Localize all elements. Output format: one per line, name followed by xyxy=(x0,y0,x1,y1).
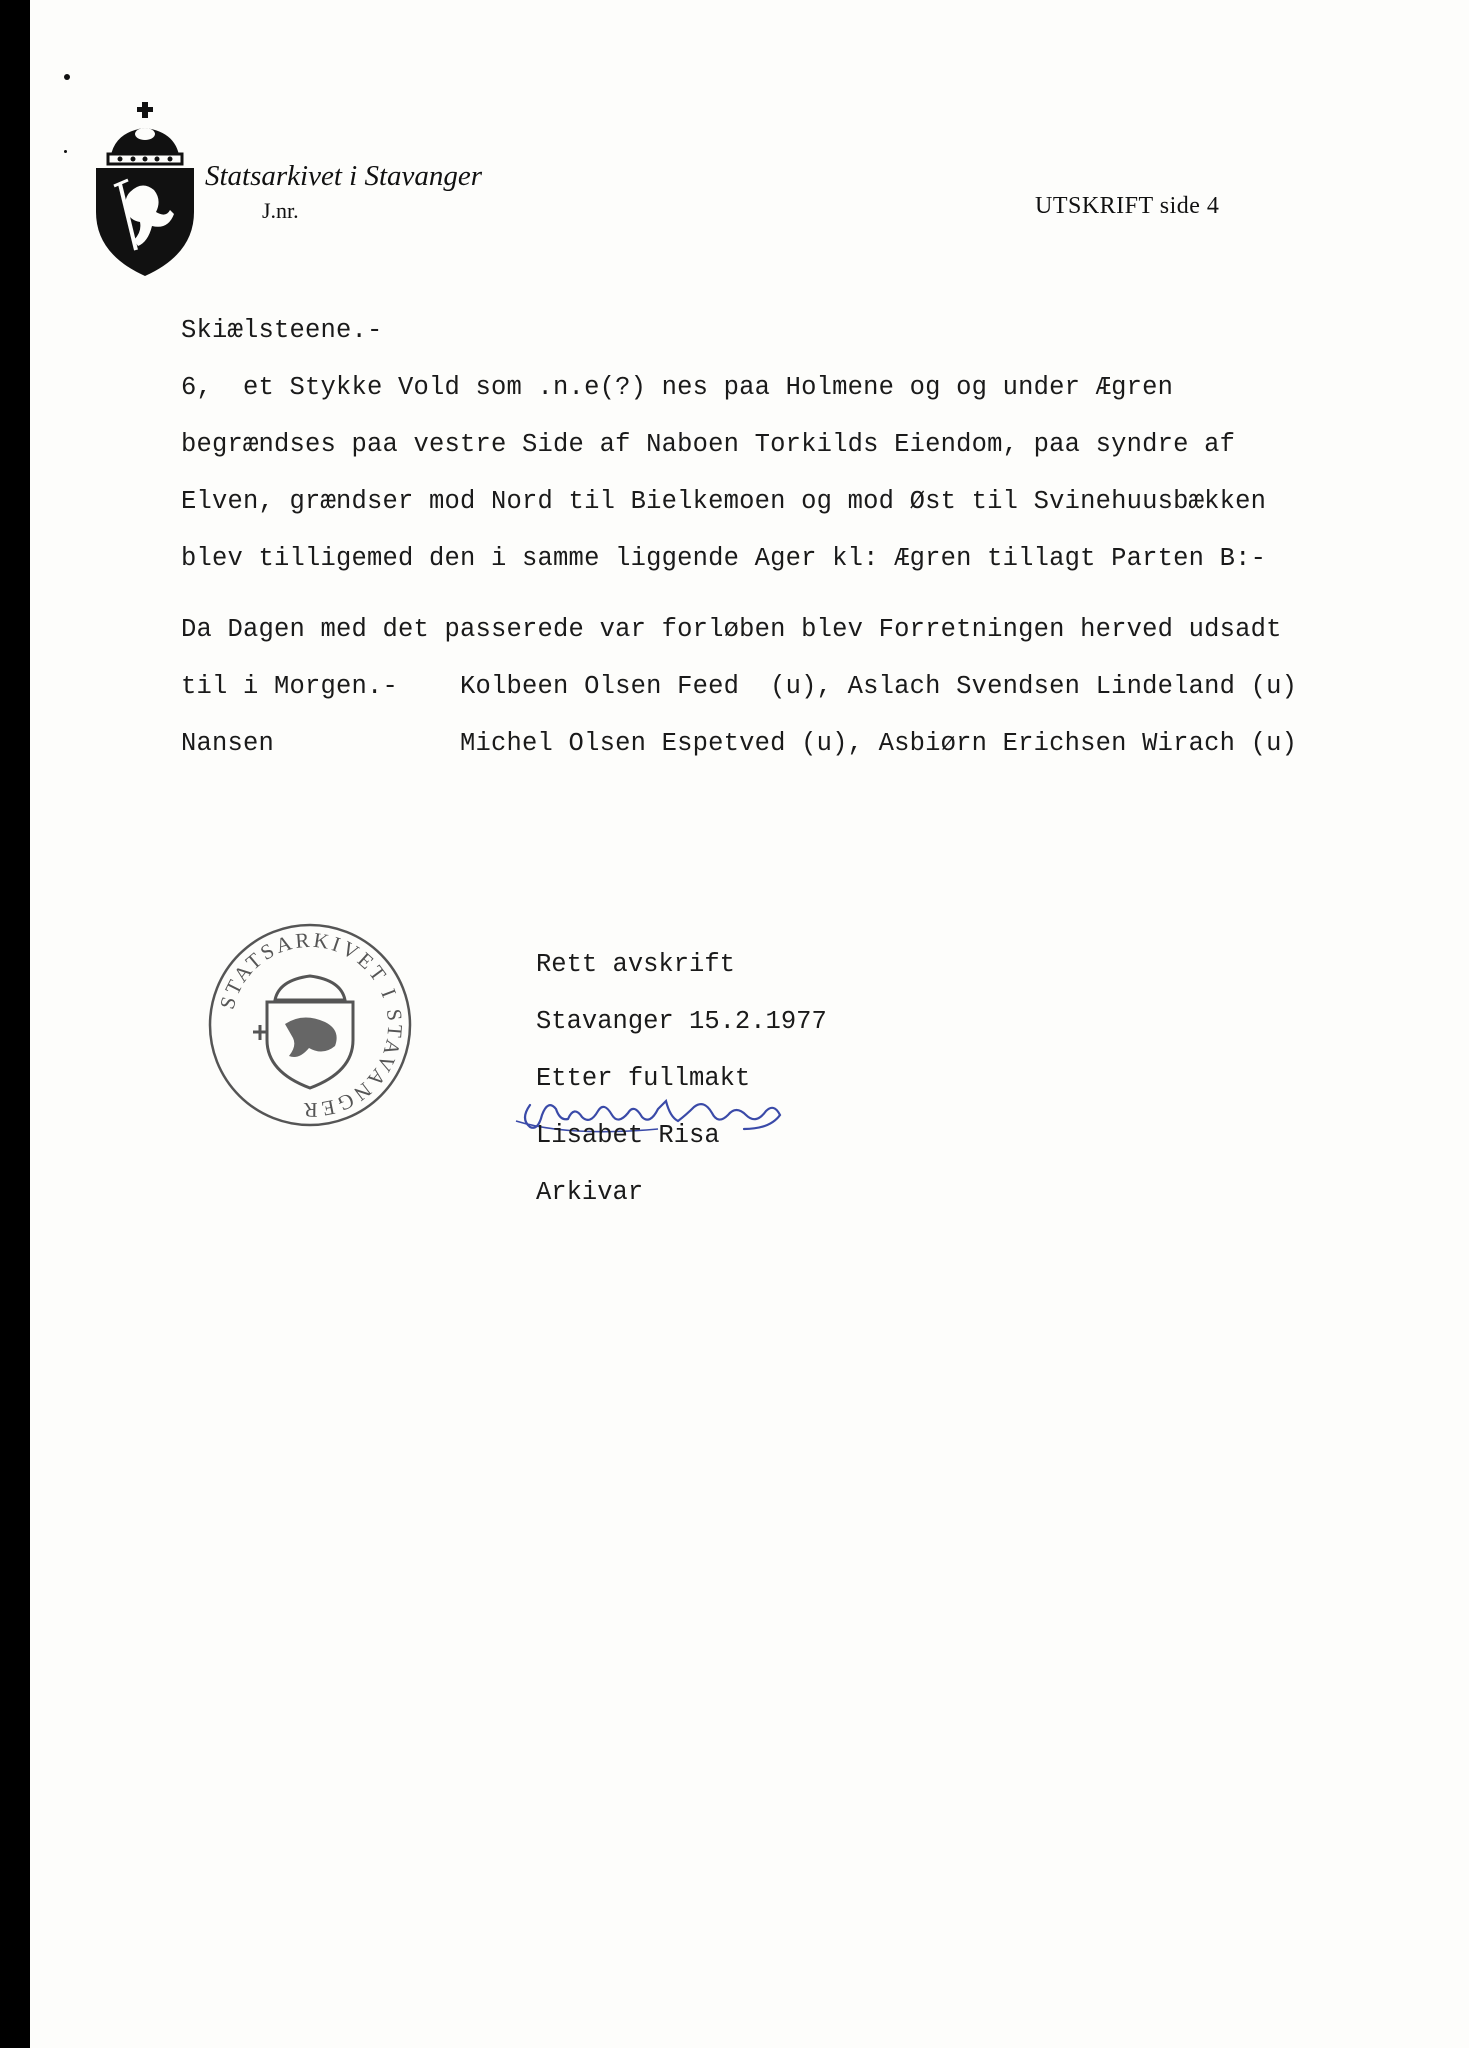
archive-seal-stamp xyxy=(205,920,415,1130)
certification-line: Rett avskrift xyxy=(536,950,735,979)
text-line: blev tilligemed den i samme liggende Ager kl: Ægren tillagt Parten B:- xyxy=(181,544,1267,573)
text-line: Da Dagen med det passerede var forløben blev Forretningen herved udsadt xyxy=(181,615,1282,644)
signatory-title: Arkivar xyxy=(536,1178,644,1207)
text-line: begrændses paa vestre Side af Naboen Torkilds Eiendom, paa syndre af xyxy=(181,430,1236,459)
punch-mark xyxy=(64,150,67,153)
punch-mark xyxy=(64,74,70,80)
text-line: 6, et Stykke Vold som .n.e(?) nes paa Holmene og og under Ægren xyxy=(181,373,1174,402)
text-line: Elven, grændser mod Nord til Bielkemoen og mod Øst til Svinehuusbækken xyxy=(181,487,1267,516)
text-line: Nansen Michel Olsen Espetved (u), Asbiørn Erichsen Wirach (u) xyxy=(181,729,1298,758)
journal-number-label: J.nr. xyxy=(262,198,299,223)
coat-of-arms-icon xyxy=(90,100,200,280)
page-reference: UTSKRIFT side 4 xyxy=(1035,193,1220,219)
signatory-name: Lisabet Risa xyxy=(536,1121,720,1150)
text-line: Skiælsteene.- xyxy=(181,316,383,345)
institution-name: Statsarkivet i Stavanger xyxy=(205,160,483,192)
document-page xyxy=(30,0,1469,2048)
text-line: til i Morgen.- Kolbeen Olsen Feed (u), Aslach Svendsen Lindeland (u) xyxy=(181,672,1298,701)
seal-text: STATSARKIVET I STAVANGER xyxy=(214,927,408,1123)
certification-authority: Etter fullmakt xyxy=(536,1064,751,1093)
certification-place-date: Stavanger 15.2.1977 xyxy=(536,1007,827,1036)
